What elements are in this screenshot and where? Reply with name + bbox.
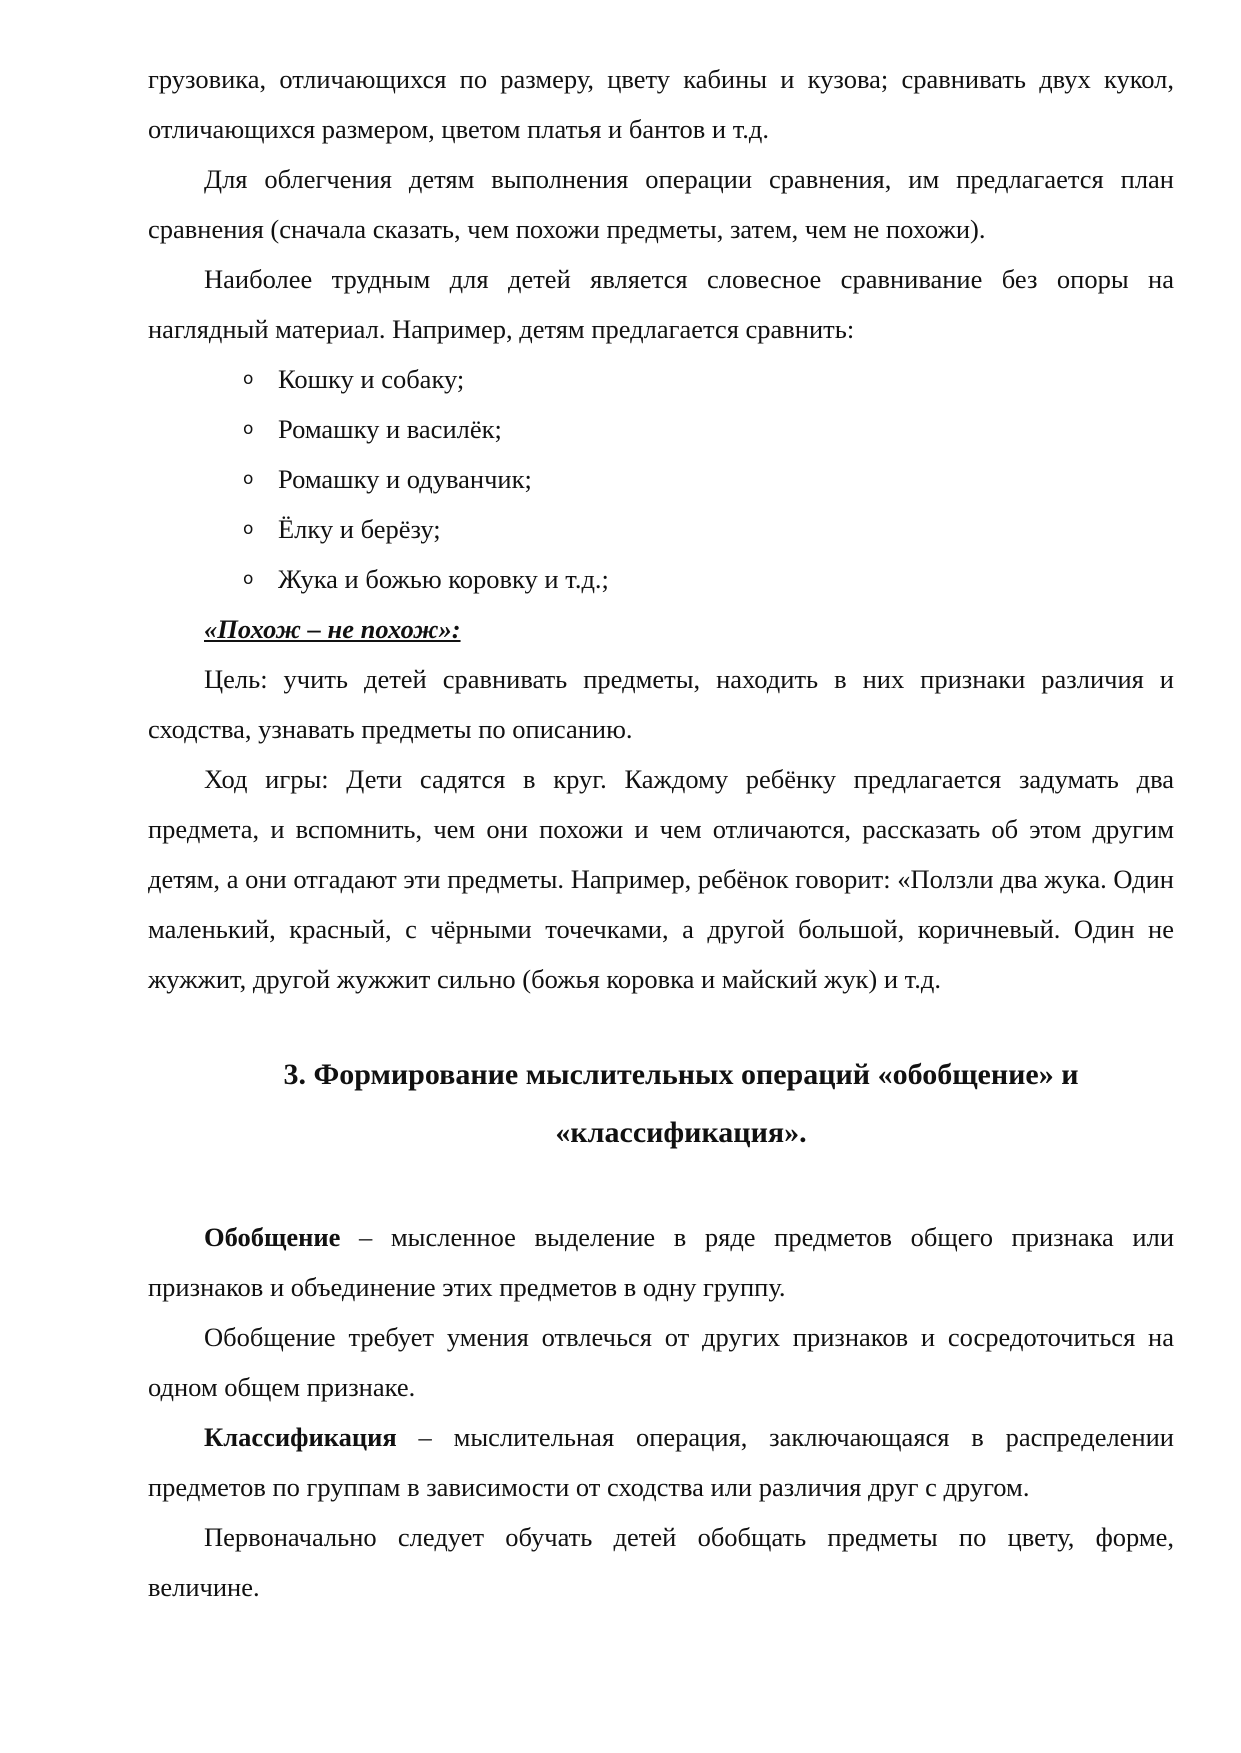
page-content <box>148 54 1174 1612</box>
section-heading-line-2: «классификация». <box>555 1116 807 1149</box>
list-item <box>148 354 1174 404</box>
paragraph-verbal-comparison: Наиболее трудным для детей является словесное сравнивание без опоры на наглядный материал. Например, детям предлагается сравнить: <box>148 264 1174 344</box>
game-title: «Похож – не похож»: <box>204 614 461 644</box>
bullet-icon: o <box>243 419 254 439</box>
comparison-list <box>148 354 1174 604</box>
bullet-icon: o <box>243 519 254 539</box>
paragraph-classification-definition <box>148 1412 1174 1512</box>
list-item <box>148 504 1174 554</box>
paragraph-trucks-dolls: грузовика, отличающихся по размеру, цвету кабины и кузова; сравнивать двух кукол, отличающихся размером, цветом платья и бантов и т.д. <box>148 64 1174 144</box>
paragraph-generalization-note: Обобщение требует умения отвлечься от других признаков и сосредоточиться на одном общем признаке. <box>148 1322 1174 1402</box>
list-item-text: Ромашку и одуванчик; <box>278 464 532 494</box>
list-item <box>148 404 1174 454</box>
game-procedure: Ход игры: Дети садятся в круг. Каждому ребёнку предлагается задумать два предмета, и вспомнить, чем они похожи и чем отличаются, рассказать об этом другим детям, а они отгадают эти предметы. Например, ребёнок говорит: «Ползли два жука. Один маленький, красный, с чёрными точечками, а другой большой, коричневый. Один не жужжит, другой жужжит сильно (божья коровка и майский жук) и т.д. <box>148 764 1174 994</box>
spacer <box>148 1162 1174 1212</box>
paragraph-generalization-definition <box>148 1212 1174 1312</box>
term-generalization: Обобщение <box>204 1222 341 1252</box>
term-classification: Классификация <box>204 1422 397 1452</box>
spacer <box>148 1004 1174 1046</box>
game-goal: Цель: учить детей сравнивать предметы, находить в них признаки различия и сходства, узнавать предметы по описанию. <box>148 664 1174 744</box>
list-item-text: Ёлку и берёзу; <box>278 514 441 544</box>
bullet-icon: o <box>243 369 254 389</box>
list-item-text: Ромашку и василёк; <box>278 414 502 444</box>
paragraph-initial-training: Первоначально следует обучать детей обобщать предметы по цвету, форме, величине. <box>148 1522 1174 1602</box>
bullet-icon: o <box>243 569 254 589</box>
bullet-icon: o <box>243 469 254 489</box>
classification-definition-text: – мыслительная операция, заключающаяся в распределении предметов по группам в зависимости от сходства или различия друг с другом. <box>148 1422 1174 1502</box>
list-item-text: Жука и божью коровку и т.д.; <box>278 564 609 594</box>
list-item <box>148 554 1174 604</box>
list-item-text: Кошку и собаку; <box>278 364 465 394</box>
paragraph-comparison-plan: Для облегчения детям выполнения операции сравнения, им предлагается план сравнения (сначала сказать, чем похожи предметы, затем, чем не похожи). <box>148 164 1174 244</box>
generalization-definition-text: – мысленное выделение в ряде предметов общего признака или признаков и объединение этих предметов в одну группу. <box>148 1222 1174 1302</box>
section-heading <box>148 1046 1174 1162</box>
list-item <box>148 454 1174 504</box>
section-heading-line-1: 3. Формирование мыслительных операций «обобщение» и <box>283 1058 1079 1091</box>
